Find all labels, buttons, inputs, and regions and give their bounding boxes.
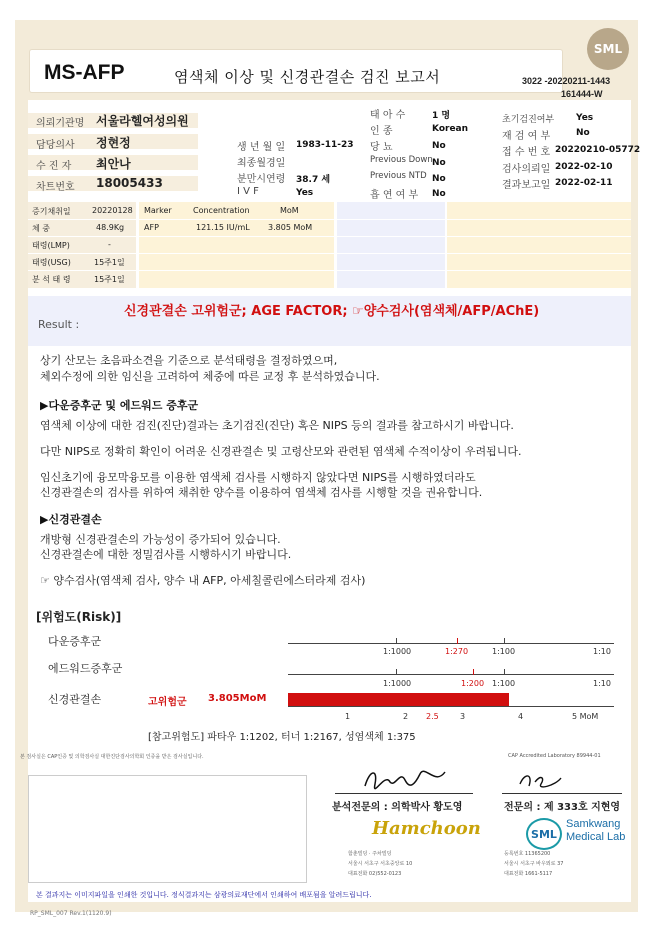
sml-info-1: 등록번호 11365200 (504, 851, 551, 857)
diabetes-value: No (432, 141, 446, 151)
doctor-value: 정현정 (96, 136, 131, 150)
sml-info-3: 대표전화 1661-5117 (504, 871, 553, 877)
result-p1b: 체외수정에 의한 임신을 고려하여 체중에 따른 교정 후 분석하였습니다. (40, 370, 380, 383)
sml-info-2: 서울시 서초구 바우뫼로 37 (504, 861, 564, 867)
institution-label: 의뢰기관명 (36, 118, 85, 129)
receipt-value: 20220210-05772 (555, 145, 641, 155)
report-id-2: 161444-W (561, 89, 603, 99)
down-risk-axis (288, 643, 614, 644)
sig2-title: 전문의 : 제 333호 지현영 (504, 802, 621, 813)
sml-name-2: Medical Lab (566, 831, 626, 843)
result-p4b: 신경관결손의 검사를 위하여 채취한 양수를 이용하여 염색체 검사를 시행할 것을 권유합니다. (40, 486, 483, 499)
prev-down-value: No (432, 158, 446, 168)
result-p3: 다만 NIPS로 정확히 확인이 어려운 신경관결손 및 고령산모와 관련된 염색체 수적이상이 우려됩니다. (40, 445, 522, 458)
edw-tick: 1:10 (593, 679, 611, 688)
col-marker: Marker (144, 206, 172, 215)
col-mom: MoM (280, 206, 299, 215)
result-h2: ▶다운증후군 및 에드워드 증후군 (40, 399, 199, 412)
sml-name-1: Samkwang (566, 818, 621, 830)
result-h3: ▶신경관결손 (40, 513, 102, 526)
ham-info-2: 서울시 서초구 서초중앙로 10 (348, 861, 413, 867)
result-label: Result : (38, 318, 80, 331)
ntd-tick: 2 (403, 712, 409, 721)
ga-an-value: 15주1일 (94, 275, 125, 284)
collect-value: 20220128 (92, 206, 133, 215)
fetus-value: 1 명 (432, 111, 451, 121)
cap-id: CAP Accredited Laboratory 89944-01 (508, 753, 601, 759)
race-label: 인 종 (370, 126, 393, 137)
ntd-tick: 2.5 (426, 712, 439, 721)
risk-ntd-grade: 고위험군 (148, 697, 187, 708)
examinee-value: 최안나 (96, 157, 131, 171)
result-p5a: 개방형 신경관결손의 가능성이 증가되어 있습니다. (40, 533, 281, 546)
comment-box (28, 775, 307, 883)
sig1-title: 분석전문의 : 의학박사 황도영 (332, 802, 463, 813)
ham-info-3: 대표전화 02)552-0123 (348, 871, 402, 877)
risk-ntd-value: 3.805MoM (208, 693, 267, 704)
result-headline: 신경관결손 고위험군; AGE FACTOR; ☞양수검사(염색체/AFP/AChE) (124, 304, 540, 319)
ivf-value: Yes (296, 188, 314, 198)
weight-label: 체 중 (32, 224, 50, 233)
race-value: Korean (432, 124, 469, 134)
request-label: 검사의뢰일 (502, 164, 551, 175)
col-conc: Concentration (193, 206, 250, 215)
report-label: 결과보고일 (502, 180, 551, 191)
marker-value: AFP (144, 223, 159, 232)
down-tick: 1:10 (593, 647, 611, 656)
edwards-risk-axis (288, 674, 614, 675)
smoke-label: 흡 연 여 부 (370, 190, 419, 201)
chart-label: 차트번호 (36, 182, 75, 193)
weight-value: 48.9Kg (96, 223, 125, 232)
result-p5b: 신경관결손에 대한 정밀검사를 시행하시기 바랍니다. (40, 548, 292, 561)
risk-title: [위험도(Risk)] (36, 610, 122, 624)
retest-label: 재 검 여 부 (502, 131, 551, 142)
edw-tick: 1:100 (492, 679, 516, 688)
cap-note: 본 검사실은 CAP인증 및 의학검사실 대한진단검사의학회 인증을 받은 검사실입니다. (20, 754, 204, 760)
result-p4a: 임신초기에 융모막융모를 이용한 염색체 검사를 시행하지 않았다면 NIPS를 시행하였더라도 (40, 471, 476, 484)
retest-value: No (576, 128, 590, 138)
edw-tick: 1:200 (461, 679, 485, 688)
request-value: 2022-02-10 (555, 162, 613, 172)
result-p6: ☞ 양수검사(염색체 검사, 양수 내 AFP, 아세칠콜린에스터라제 검사) (40, 574, 366, 587)
ga-lmp-value: - (108, 240, 111, 249)
ntd-tick: 3 (460, 712, 466, 721)
dob-label: 생 년 월 일 (237, 142, 286, 153)
result-p2: 염색체 이상에 대한 검진(진단)결과는 초기검진(진단) 혹은 NIPS 등의 결과를 참고하시기 바랍니다. (40, 419, 514, 432)
ga-usg-label: 태령(USG) (32, 258, 71, 267)
fetus-label: 태 아 수 (370, 110, 406, 121)
risk-ntd-label: 신경관결손 (48, 693, 102, 706)
report-value: 2022-02-11 (555, 178, 613, 188)
conc-value: 121.15 IU/mL (196, 223, 250, 232)
ga-lmp-label: 태령(LMP) (32, 241, 70, 250)
risk-reference: [참고위험도] 파타우 1:1202, 터너 1:2167, 성염색체 1:375 (148, 732, 416, 743)
edw-tick: 1:1000 (383, 679, 412, 688)
down-tick: 1:1000 (383, 647, 412, 656)
dob-value: 1983-11-23 (296, 140, 354, 150)
ga-an-label: 분 석 태 령 (32, 275, 71, 284)
report-title: MS-AFP (44, 61, 125, 84)
institution-value: 서울라헬여성의원 (96, 114, 189, 128)
chart-value: 18005433 (96, 176, 163, 190)
report-id-1: 3022 -20220211-1443 (522, 76, 611, 86)
examinee-label: 수 진 자 (36, 161, 72, 172)
hamchoon-logo: Hamchoon (372, 818, 481, 839)
ntd-tick: 5 MoM (572, 712, 599, 721)
prev-ntd-value: No (432, 174, 446, 184)
report-subtitle: 염색체 이상 및 신경관결손 검진 보고서 (174, 68, 441, 86)
ntd-risk-axis (288, 706, 614, 707)
init-label: 초기검진여부 (502, 115, 555, 125)
lmp-label: 최종월경일 (237, 158, 286, 169)
down-tick: 1:270 (445, 647, 469, 656)
ntd-risk-bar (288, 693, 509, 706)
mom-value: 3.805 MoM (268, 223, 313, 232)
doctor-label: 담당의사 (36, 140, 75, 151)
result-p1a: 상기 산모는 초음파소견을 기준으로 분석태령을 결정하였으며, (40, 354, 338, 367)
risk-down-label: 다운증후군 (48, 635, 102, 648)
sml-logo-top: SML (587, 28, 629, 70)
down-tick: 1:100 (492, 647, 516, 656)
age-label: 분만시연령 (237, 174, 286, 185)
signature-ji (515, 768, 565, 792)
disclaimer: 본 결과지는 이미지파일을 인쇄한 것입니다. 정식결과지는 삼광의료재단에서 인쇄하여 배포됨을 알려드립니다. (36, 891, 372, 899)
form-code: RP_SML_007 Rev.1(1120.9) (30, 910, 112, 917)
ivf-label: I V F (237, 186, 259, 197)
ntd-tick: 4 (518, 712, 524, 721)
sml-logo: SML (526, 818, 562, 850)
age-value: 38.7 세 (296, 175, 331, 185)
ga-usg-value: 15주1일 (94, 258, 125, 267)
ntd-tick: 1 (345, 712, 351, 721)
smoke-value: No (432, 189, 446, 199)
receipt-label: 접 수 번 호 (502, 147, 551, 158)
diabetes-label: 당 뇨 (370, 142, 393, 153)
signature-hwang (360, 764, 450, 794)
collect-label: 증기채취일 (32, 207, 71, 216)
risk-edwards-label: 에드워드증후군 (48, 662, 123, 675)
prev-ntd-label: Previous NTD (370, 171, 427, 181)
ham-info-1: 함춘빌딩 · 주차빌딩 (348, 851, 392, 857)
prev-down-label: Previous Down (370, 155, 433, 165)
init-value: Yes (576, 113, 594, 123)
